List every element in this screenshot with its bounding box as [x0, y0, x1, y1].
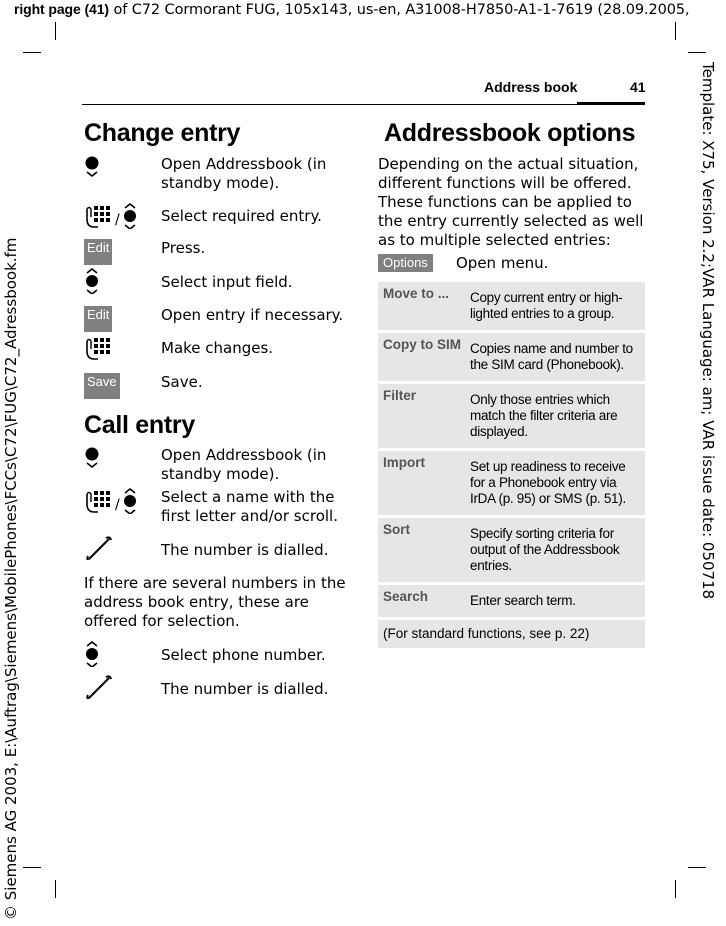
step-text: The number is dialled.	[161, 541, 329, 559]
call-entry-heading: Call entry	[84, 411, 195, 439]
step-text: Press.	[161, 239, 206, 257]
options-heading: Addressbook options	[384, 119, 636, 147]
step-text: Open Addressbook (in standby mode).	[161, 155, 327, 192]
crop-mark	[55, 22, 56, 40]
step-text: Select a name with the first letter and/or scroll.	[161, 488, 338, 525]
control-key-updown-icon	[84, 268, 102, 294]
control-key-down-icon	[84, 446, 102, 472]
table-row	[378, 383, 645, 450]
option-description: Copy current entry or high-lighted entries to a group.	[465, 282, 645, 332]
copyright-path: © Siemens AG 2003, E:\Auftrag\Siemens\MobilePhones\FCCs\C72\FUG\C72_Adressbook.fm	[2, 237, 20, 920]
options-intro: Depending on the actual situation, different functions will be offered. These functions can be applied to the entry currently selected as well as to multiple selected entries:	[378, 155, 644, 249]
edit-softkey: Edit	[84, 306, 112, 332]
crop-mark	[55, 880, 56, 898]
step-text: Save.	[161, 373, 203, 391]
save-softkey: Save	[84, 373, 120, 399]
step-text: Select input field.	[161, 273, 293, 291]
table-row	[378, 282, 645, 332]
crop-mark	[688, 52, 706, 53]
crop-mark	[675, 22, 676, 40]
call-key-icon	[84, 673, 114, 699]
table-row	[378, 584, 645, 619]
option-name: Copy to SIM	[378, 332, 465, 383]
step-text: The number is dialled.	[161, 680, 329, 698]
option-name: Import	[378, 450, 465, 517]
option-name: Search	[378, 584, 465, 619]
step-text: Make changes.	[161, 339, 274, 357]
option-name: Filter	[378, 383, 465, 450]
call-entry-note: If there are several numbers in the address book entry, these are offered for selection.	[84, 574, 346, 630]
option-description: Enter search term.	[465, 584, 645, 619]
edit-softkey: Edit	[84, 239, 112, 265]
call-key-icon	[84, 534, 114, 560]
step-text: Select required entry.	[161, 207, 322, 225]
option-name: Move to ...	[378, 282, 465, 332]
table-row	[378, 450, 645, 517]
print-job-info: of C72 Cormorant FUG, 105x143, us-en, A31008-H7850-A1-1-7619 (28.09.2005,	[108, 2, 690, 18]
options-table	[378, 282, 645, 651]
option-name: Sort	[378, 517, 465, 584]
crop-mark	[23, 52, 41, 53]
keypad-icon	[84, 335, 114, 361]
header-title: Address book	[484, 79, 578, 95]
print-page-label: right page (41)	[14, 1, 109, 17]
svg-text:/: /	[115, 497, 120, 513]
crop-mark	[675, 880, 676, 898]
change-entry-heading: Change entry	[84, 119, 241, 147]
crop-mark	[23, 867, 41, 868]
options-key-text: Open menu.	[456, 254, 549, 272]
header-rule	[82, 104, 645, 105]
control-key-updown-icon	[84, 641, 102, 667]
option-description: Copies name and number to the SIM card (Phonebook).	[465, 332, 645, 383]
step-text: Open Addressbook (in standby mode).	[161, 446, 327, 483]
step-text: Open entry if necessary.	[161, 306, 344, 324]
header-page-number: 41	[630, 79, 646, 95]
step-text: Select phone number.	[161, 646, 326, 664]
template-info: Template: X75, Version 2.2;VAR Language: am; VAR issue date: 050718	[699, 62, 717, 600]
table-footer-row	[378, 619, 645, 650]
crop-mark	[688, 867, 706, 868]
print-metadata	[14, 1, 726, 18]
option-description: Set up readiness to receive for a Phonebook entry via IrDA (p. 95) or SMS (p. 51).	[465, 450, 645, 517]
header-page-tab	[577, 102, 645, 105]
option-description: Specify sorting criteria for output of the Addressbook entries.	[465, 517, 645, 584]
svg-text:/: /	[115, 212, 120, 228]
options-softkey: Options	[378, 254, 433, 272]
table-footer: (For standard functions, see p. 22)	[378, 619, 645, 650]
option-description: Only those entries which match the filter criteria are displayed.	[465, 383, 645, 450]
keypad-or-control-key-icon	[84, 488, 144, 514]
control-key-down-icon	[84, 155, 102, 181]
table-row	[378, 517, 645, 584]
table-row	[378, 332, 645, 383]
keypad-or-control-key-icon	[84, 203, 144, 229]
